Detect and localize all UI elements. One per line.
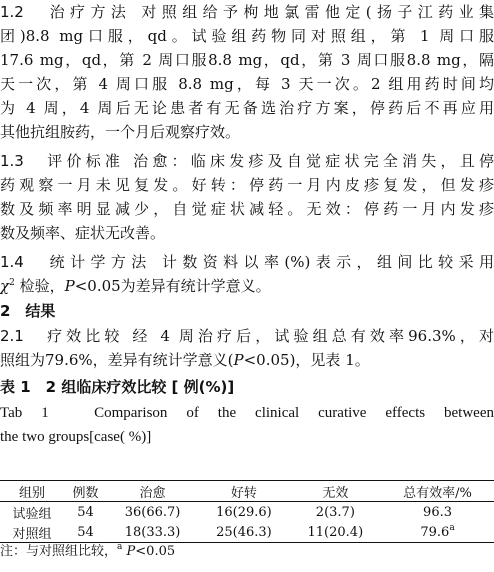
cell-group: 对照组 (12, 526, 52, 542)
cell-cured: 36(66.7) (124, 504, 181, 520)
table-header-row (0, 481, 494, 502)
cell-cases: 54 (77, 504, 94, 520)
criteria-line-4: 数及频率、症状无改善。 (0, 224, 166, 242)
cell-ineffective: 2(3.7) (315, 504, 355, 520)
treatment-line-3: 17.6 mg，qd，第 2 周口服8.8 mg，qd，第 3 周口服8.8 mg，隔 (0, 51, 494, 69)
stats-line-2: $\chi^2$ 检验，P<0.05为差异有统计学意义。 (0, 277, 271, 295)
results-heading-line (0, 299, 494, 323)
cell-cases: 54 (77, 524, 94, 540)
cell-ineffective: 11(20.4) (307, 524, 364, 540)
efficacy-table (0, 480, 494, 543)
table-footnote: 注：与对照组比较，$^a$ P<0.05 (0, 542, 176, 559)
cell-group: 试验组 (12, 506, 52, 522)
header-cured: 治愈 (139, 485, 166, 501)
section-1-2-heading: 1.2 治疗方法 (0, 3, 132, 21)
efficacy-line-1: 2.1 疗效比较 经 4 周治疗后，试验组总有效率96.3%，对 (0, 327, 494, 345)
cell-improved: 16(29.6) (216, 504, 272, 520)
treatment-line-6: 其他抗组胺药，一个月后观察疗效。 (0, 123, 241, 141)
treatment-line-4: 天一次，第 4 周口服 8.8 mg，每 3 天一次。2 组用药时间均 (0, 75, 494, 93)
cell-improved: 25(46.3) (216, 524, 272, 540)
header-improved: 好转 (230, 485, 257, 501)
cell-total-rate: 79.6$^a$ (420, 522, 455, 540)
chi-symbol: χ (0, 277, 10, 295)
table-caption-en-2: the two groups[case( %)] (0, 429, 152, 445)
criteria-line-3: 数及频率明显减少，自觉症状减轻。无效：停药一月内发疹 (0, 200, 494, 218)
table-row (0, 502, 494, 523)
section-1-4-heading: 1.4 统计学方法 (0, 253, 152, 271)
chi-superscript: 2 (9, 278, 15, 288)
header-cases: 例数 (72, 485, 99, 501)
table-caption-cn: 表 1 2 组临床疗效比较 [ 例(%)] (0, 378, 235, 396)
treatment-line-5: 为 4 周，4 周后无论患者有无备选治疗方案，停药后不再应用 (0, 99, 494, 117)
table-row (0, 522, 494, 543)
cell-cured: 18(33.3) (124, 524, 181, 540)
significance-marker: a (449, 522, 455, 533)
criteria-line-1: 1.3 评价标准 治愈：临床发疹及自觉症状完全消失，且停 (0, 152, 494, 170)
header-group: 组别 (19, 485, 46, 501)
treatment-line-2: 团)8.8 mg口服，qd。试验组药物同对照组，第 1 周口服 (0, 27, 494, 45)
cell-total-rate: 96.3 (423, 504, 452, 520)
stats-line-1: 1.4 统计学方法 计数资料以率(%)表示，组间比较采用 (0, 253, 494, 271)
table-caption-en-1: Tab 1 Comparison of the clinical curative effects between (0, 405, 494, 421)
header-ineffective: 无效 (322, 485, 349, 501)
criteria-line-2: 药观察一月未见复发。好转：停药一月内皮疹复发，但发疹 (0, 176, 494, 194)
efficacy-line-2: 照组为79.6%，差异有统计学意义(P<0.05)，见表 1。 (0, 351, 370, 369)
treatment-line-1: 1.2 治疗方法 对照组给予枸地氯雷他定(扬子江药业集 (0, 3, 494, 21)
section-1-3-heading: 1.3 评价标准 (0, 152, 125, 170)
section-2-1-heading: 2.1 疗效比较 (0, 327, 124, 345)
header-total-effective-rate: 总有效率/% (403, 485, 472, 501)
section-2-heading: 2 结果 (0, 302, 56, 320)
